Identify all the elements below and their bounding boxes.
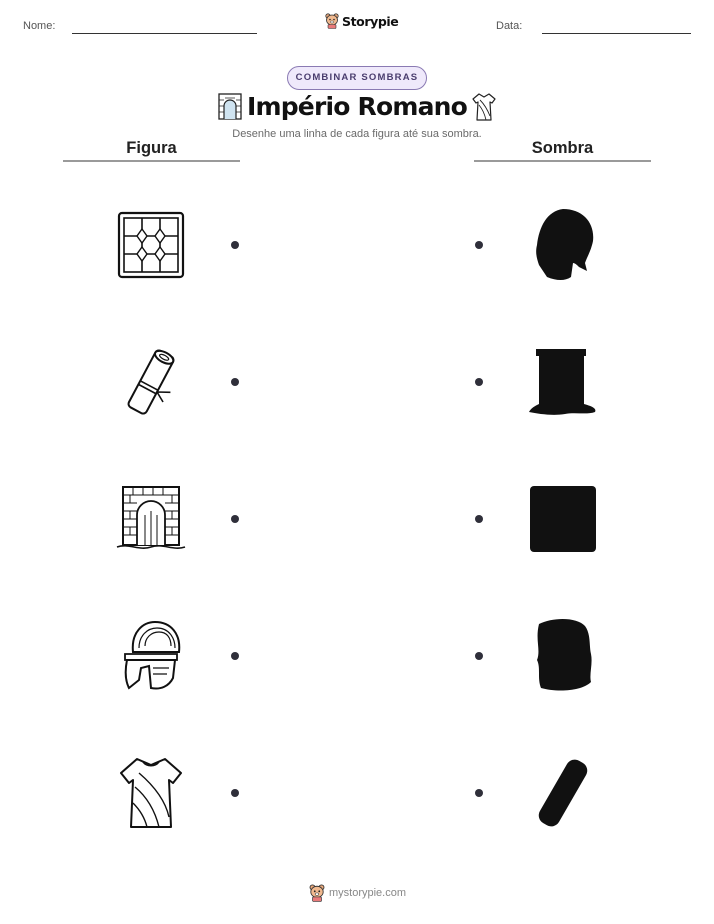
aqueduct-icon[interactable]	[113, 481, 189, 557]
column-header-figura: Figura	[126, 139, 177, 157]
scroll-icon[interactable]	[113, 344, 189, 420]
shadow-dot-1[interactable]	[475, 241, 483, 249]
name-line[interactable]	[72, 33, 257, 34]
figure-dot-3[interactable]	[231, 515, 239, 523]
column-header-sombra: Sombra	[531, 139, 594, 157]
toga-shadow[interactable]	[525, 618, 601, 694]
figure-dot-2[interactable]	[231, 378, 239, 386]
date-line[interactable]	[542, 33, 691, 34]
column-underline-left	[63, 160, 240, 162]
footer	[309, 884, 406, 902]
page-title: Império Romano	[246, 92, 468, 121]
bear-icon	[309, 884, 325, 902]
footer-url[interactable]: mystorypie.com	[329, 887, 407, 899]
helmet-shadow[interactable]	[525, 207, 601, 283]
helmet-icon[interactable]	[113, 618, 189, 694]
column-underline-right	[474, 160, 651, 162]
figure-dot-5[interactable]	[231, 789, 239, 797]
scroll-shadow[interactable]	[525, 755, 601, 831]
brand-logo	[325, 13, 398, 29]
shadow-dot-5[interactable]	[475, 789, 483, 797]
shadow-dot-2[interactable]	[475, 378, 483, 386]
mosaic-icon[interactable]	[113, 207, 189, 283]
toga-icon[interactable]	[113, 755, 189, 831]
brand-name: Storypie	[342, 13, 399, 29]
instructions: Desenhe uma linha de cada figura até sua sombra.	[232, 128, 482, 140]
bear-icon	[325, 13, 339, 29]
figure-dot-4[interactable]	[231, 652, 239, 660]
date-label: Data:	[496, 20, 523, 32]
shadow-dot-4[interactable]	[475, 652, 483, 660]
figure-dot-1[interactable]	[231, 241, 239, 249]
mosaic-shadow[interactable]	[525, 481, 601, 557]
toga-icon	[471, 92, 497, 122]
shadow-dot-3[interactable]	[475, 515, 483, 523]
aqueduct-shadow[interactable]	[525, 344, 601, 420]
name-label: Nome:	[23, 20, 56, 32]
activity-badge: COMBINAR SOMBRAS	[287, 66, 427, 90]
